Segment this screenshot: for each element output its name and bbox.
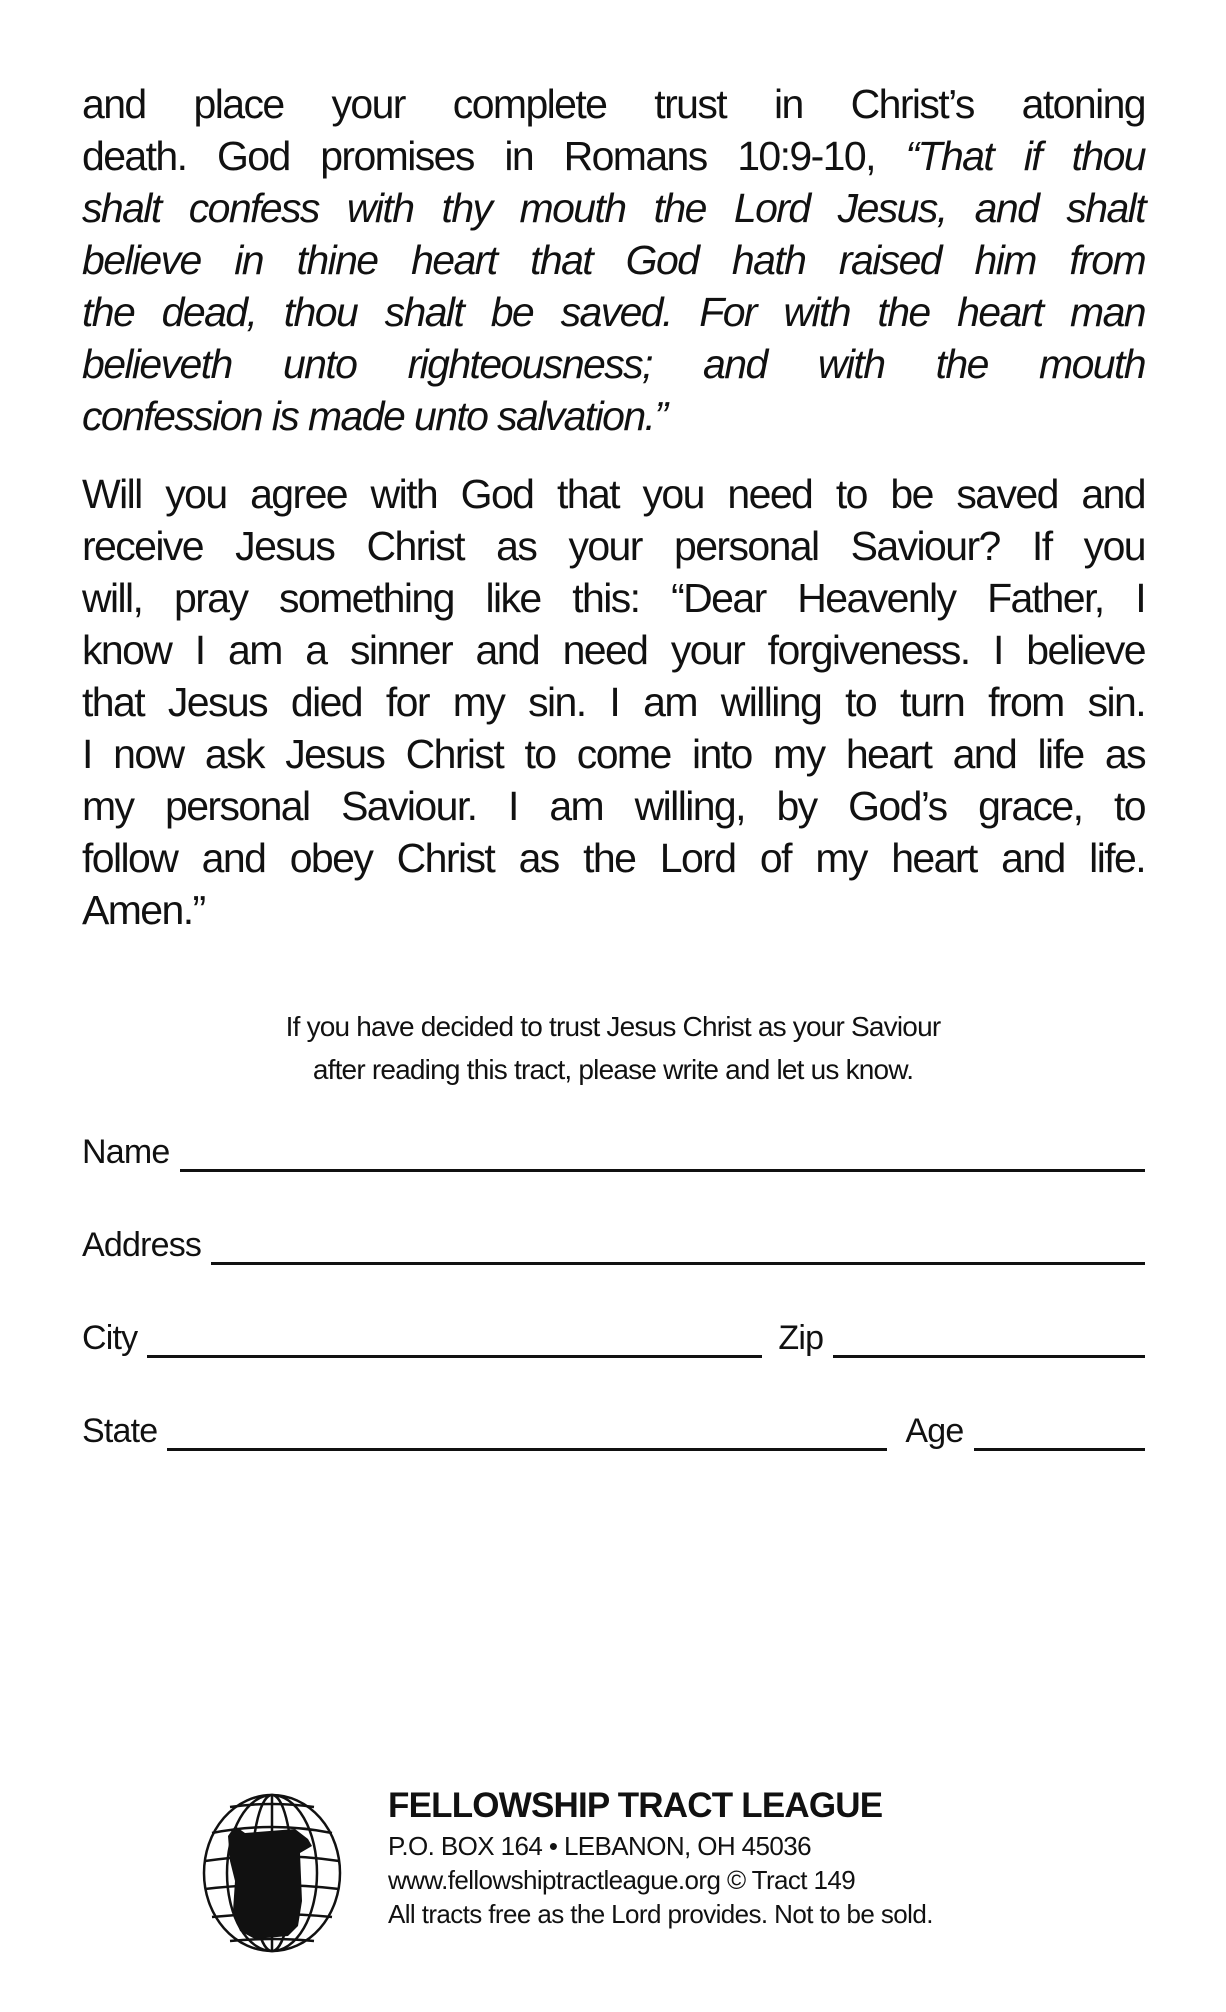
organization-name: FELLOWSHIP TRACT LEAGUE <box>388 1786 883 1825</box>
globe-with-pitcher-icon <box>200 1791 345 1956</box>
zip-label: Zip <box>778 1319 824 1357</box>
age-input-line[interactable] <box>974 1414 1146 1451</box>
name-field <box>82 1122 1145 1172</box>
state-age-row <box>82 1401 1145 1451</box>
scripture-quote: “That if thou <box>905 133 1145 179</box>
text-line: Will you agree with God that you need to be saved and <box>82 471 1145 517</box>
response-note <box>0 1005 1226 1091</box>
name-input-line[interactable] <box>180 1135 1146 1172</box>
text-line: that Jesus died for my sin. I am willing to turn from sin. <box>82 679 1145 725</box>
mailing-address: P.O. BOX 164 • LEBANON, OH 45036 <box>388 1831 811 1861</box>
zip-input-line[interactable] <box>833 1321 1145 1358</box>
scripture-line: believe in thine heart that God hath raised him from <box>82 237 1145 283</box>
text-line <box>82 78 1145 130</box>
city-label: City <box>82 1319 138 1357</box>
paragraph-romans <box>82 78 1145 442</box>
address-label: Address <box>82 1226 202 1264</box>
paragraph-prayer <box>82 468 1145 936</box>
address-input-line[interactable] <box>211 1228 1145 1265</box>
scripture-line: confession is made unto salvation.” <box>82 393 667 439</box>
address-field <box>82 1215 1145 1265</box>
scripture-line: shalt confess with thy mouth the Lord Jesus, and shalt <box>82 185 1145 231</box>
text-line: receive Jesus Christ as your personal Saviour? If you <box>82 523 1145 569</box>
text-line: know I am a sinner and need your forgiveness. I believe <box>82 627 1145 673</box>
disclaimer: All tracts free as the Lord provides. Not to be sold. <box>388 1899 933 1929</box>
text-line: Amen.” <box>82 887 205 933</box>
state-label: State <box>82 1412 158 1450</box>
name-label: Name <box>82 1133 170 1171</box>
text-line: my personal Saviour. I am willing, by God’s grace, to <box>82 783 1145 829</box>
city-zip-row <box>82 1308 1145 1358</box>
text-segment: and place your complete trust in Christ’s atoning <box>82 81 1145 127</box>
website-line: www.fellowshiptractleague.org © Tract 149 <box>388 1865 856 1895</box>
text-line: will, pray something like this: “Dear Heavenly Father, I <box>82 575 1145 621</box>
response-note-line: If you have decided to trust Jesus Christ as your Saviour <box>285 1011 941 1042</box>
text-line: follow and obey Christ as the Lord of my heart and life. <box>82 835 1145 881</box>
text-line: I now ask Jesus Christ to come into my heart and life as <box>82 731 1145 777</box>
text-segment: death. God promises in Romans 10:9-10, <box>82 133 906 179</box>
age-label: Age <box>905 1412 964 1450</box>
state-input-line[interactable] <box>167 1414 887 1451</box>
scripture-line: the dead, thou shalt be saved. For with the heart man <box>82 289 1145 335</box>
publisher-footer <box>200 1783 1100 1963</box>
response-note-line: after reading this tract, please write and let us know. <box>312 1054 914 1085</box>
city-input-line[interactable] <box>147 1321 762 1358</box>
text-line <box>82 130 1145 182</box>
scripture-line: believeth unto righteousness; and with the mouth <box>82 341 1145 387</box>
